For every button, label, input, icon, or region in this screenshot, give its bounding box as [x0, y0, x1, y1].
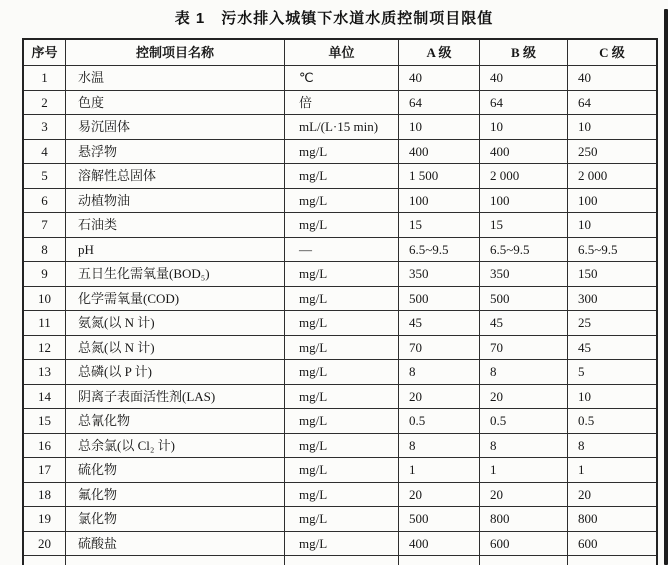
row-number: 5	[24, 164, 66, 189]
grade-a-limit: 500	[399, 287, 480, 312]
table-row	[24, 360, 656, 385]
table-row	[24, 115, 656, 140]
unit: —	[285, 238, 399, 263]
limits-table	[22, 38, 658, 565]
table-body	[24, 66, 656, 556]
grade-a-limit: 64	[399, 91, 480, 116]
item-name: 总余氯(以 Cl₂ 计)	[66, 434, 285, 459]
unit: mg/L	[285, 287, 399, 312]
row-number: 4	[24, 140, 66, 165]
item-name: 动植物油	[66, 189, 285, 214]
table-row	[24, 91, 656, 116]
grade-b-limit: 350	[480, 262, 568, 287]
grade-c-limit: 20	[568, 483, 656, 508]
grade-c-limit: 250	[568, 140, 656, 165]
grade-b-limit: 45	[480, 311, 568, 336]
grade-b-limit: 8	[480, 434, 568, 459]
table-title: 表 1 污水排入城镇下水道水质控制项目限值	[174, 10, 494, 27]
table-row	[24, 532, 656, 557]
grade-b-limit: 6.5~9.5	[480, 238, 568, 263]
unit: mg/L	[285, 385, 399, 410]
header-grade-b: B 级	[480, 40, 568, 66]
grade-b-limit: 40	[480, 66, 568, 91]
row-number: 12	[24, 336, 66, 361]
unit: ℃	[285, 66, 399, 91]
item-name: 总磷(以 P 计)	[66, 360, 285, 385]
table-row	[24, 507, 656, 532]
table-row	[24, 66, 656, 91]
table-header-row	[24, 40, 656, 66]
unit: mg/L	[285, 507, 399, 532]
grade-b-limit: 8	[480, 360, 568, 385]
item-name: 化学需氧量(COD)	[66, 287, 285, 312]
item-name: 水温	[66, 66, 285, 91]
unit: 倍	[285, 91, 399, 116]
grade-c-limit: 5	[568, 360, 656, 385]
unit: mg/L	[285, 336, 399, 361]
row-number: 20	[24, 532, 66, 557]
grade-b-limit: 400	[480, 140, 568, 165]
row-number: 3	[24, 115, 66, 140]
table-row	[24, 238, 656, 263]
table-row	[24, 434, 656, 459]
grade-b-limit: 20	[480, 483, 568, 508]
table-row	[24, 336, 656, 361]
table-row	[24, 189, 656, 214]
stub-cell	[568, 556, 656, 565]
grade-b-limit: 2 000	[480, 164, 568, 189]
grade-a-limit: 8	[399, 360, 480, 385]
grade-a-limit: 6.5~9.5	[399, 238, 480, 263]
grade-b-limit: 600	[480, 532, 568, 557]
grade-c-limit: 45	[568, 336, 656, 361]
grade-c-limit: 10	[568, 115, 656, 140]
grade-c-limit: 800	[568, 507, 656, 532]
item-name: 氟化物	[66, 483, 285, 508]
header-grade-c: C 级	[568, 40, 656, 66]
table-row	[24, 458, 656, 483]
item-name: 五日生化需氧量(BOD₅)	[66, 262, 285, 287]
grade-a-limit: 15	[399, 213, 480, 238]
table-row	[24, 213, 656, 238]
grade-b-limit: 500	[480, 287, 568, 312]
grade-c-limit: 8	[568, 434, 656, 459]
grade-a-limit: 20	[399, 385, 480, 410]
table-row	[24, 262, 656, 287]
scan-edge-shadow	[664, 9, 668, 565]
grade-b-limit: 20	[480, 385, 568, 410]
stub-cell	[285, 556, 399, 565]
grade-b-limit: 0.5	[480, 409, 568, 434]
grade-c-limit: 64	[568, 91, 656, 116]
item-name: 硫酸盐	[66, 532, 285, 557]
grade-b-limit: 10	[480, 115, 568, 140]
header-grade-a: A 级	[399, 40, 480, 66]
row-number: 15	[24, 409, 66, 434]
item-name: 氯化物	[66, 507, 285, 532]
row-number: 2	[24, 91, 66, 116]
grade-c-limit: 25	[568, 311, 656, 336]
grade-c-limit: 10	[568, 213, 656, 238]
grade-c-limit: 40	[568, 66, 656, 91]
grade-a-limit: 70	[399, 336, 480, 361]
grade-c-limit: 10	[568, 385, 656, 410]
grade-c-limit: 0.5	[568, 409, 656, 434]
row-number: 8	[24, 238, 66, 263]
grade-a-limit: 1	[399, 458, 480, 483]
item-name: 悬浮物	[66, 140, 285, 165]
unit: mL/(L·15 min)	[285, 115, 399, 140]
stub-cell	[66, 556, 285, 565]
item-name: 阴离子表面活性剂(LAS)	[66, 385, 285, 410]
row-number: 16	[24, 434, 66, 459]
stub-cell	[24, 556, 66, 565]
row-number: 9	[24, 262, 66, 287]
unit: mg/L	[285, 213, 399, 238]
grade-a-limit: 400	[399, 532, 480, 557]
unit: mg/L	[285, 483, 399, 508]
grade-b-limit: 70	[480, 336, 568, 361]
grade-a-limit: 8	[399, 434, 480, 459]
unit: mg/L	[285, 409, 399, 434]
header-item-name: 控制项目名称	[66, 40, 285, 66]
grade-c-limit: 150	[568, 262, 656, 287]
grade-a-limit: 10	[399, 115, 480, 140]
grade-b-limit: 15	[480, 213, 568, 238]
row-number: 10	[24, 287, 66, 312]
table-row	[24, 409, 656, 434]
unit: mg/L	[285, 360, 399, 385]
grade-b-limit: 800	[480, 507, 568, 532]
row-number: 6	[24, 189, 66, 214]
row-number: 1	[24, 66, 66, 91]
item-name: 色度	[66, 91, 285, 116]
grade-c-limit: 6.5~9.5	[568, 238, 656, 263]
row-number: 14	[24, 385, 66, 410]
item-name: 硫化物	[66, 458, 285, 483]
grade-c-limit: 300	[568, 287, 656, 312]
item-name: 石油类	[66, 213, 285, 238]
unit: mg/L	[285, 311, 399, 336]
grade-a-limit: 45	[399, 311, 480, 336]
item-name: 氨氮(以 N 计)	[66, 311, 285, 336]
grade-a-limit: 40	[399, 66, 480, 91]
table-row	[24, 164, 656, 189]
row-number: 19	[24, 507, 66, 532]
table-row	[24, 140, 656, 165]
partial-next-row	[24, 556, 656, 565]
header-unit: 单位	[285, 40, 399, 66]
item-name: 易沉固体	[66, 115, 285, 140]
unit: mg/L	[285, 262, 399, 287]
row-number: 11	[24, 311, 66, 336]
grade-b-limit: 64	[480, 91, 568, 116]
item-name: 总氮(以 N 计)	[66, 336, 285, 361]
grade-c-limit: 1	[568, 458, 656, 483]
grade-a-limit: 20	[399, 483, 480, 508]
header-index: 序号	[24, 40, 66, 66]
stub-cell	[399, 556, 480, 565]
unit: mg/L	[285, 140, 399, 165]
grade-a-limit: 0.5	[399, 409, 480, 434]
table-row	[24, 287, 656, 312]
grade-c-limit: 600	[568, 532, 656, 557]
item-name: 总氰化物	[66, 409, 285, 434]
grade-c-limit: 2 000	[568, 164, 656, 189]
unit: mg/L	[285, 164, 399, 189]
grade-a-limit: 400	[399, 140, 480, 165]
unit: mg/L	[285, 532, 399, 557]
unit: mg/L	[285, 458, 399, 483]
unit: mg/L	[285, 189, 399, 214]
grade-a-limit: 1 500	[399, 164, 480, 189]
unit: mg/L	[285, 434, 399, 459]
grade-a-limit: 100	[399, 189, 480, 214]
row-number: 13	[24, 360, 66, 385]
row-number: 7	[24, 213, 66, 238]
table-row	[24, 483, 656, 508]
grade-a-limit: 500	[399, 507, 480, 532]
grade-c-limit: 100	[568, 189, 656, 214]
item-name: pH	[66, 238, 285, 263]
row-number: 17	[24, 458, 66, 483]
row-number: 18	[24, 483, 66, 508]
grade-a-limit: 350	[399, 262, 480, 287]
table-row	[24, 385, 656, 410]
grade-b-limit: 1	[480, 458, 568, 483]
table-row	[24, 311, 656, 336]
grade-b-limit: 100	[480, 189, 568, 214]
item-name: 溶解性总固体	[66, 164, 285, 189]
stub-cell	[480, 556, 568, 565]
